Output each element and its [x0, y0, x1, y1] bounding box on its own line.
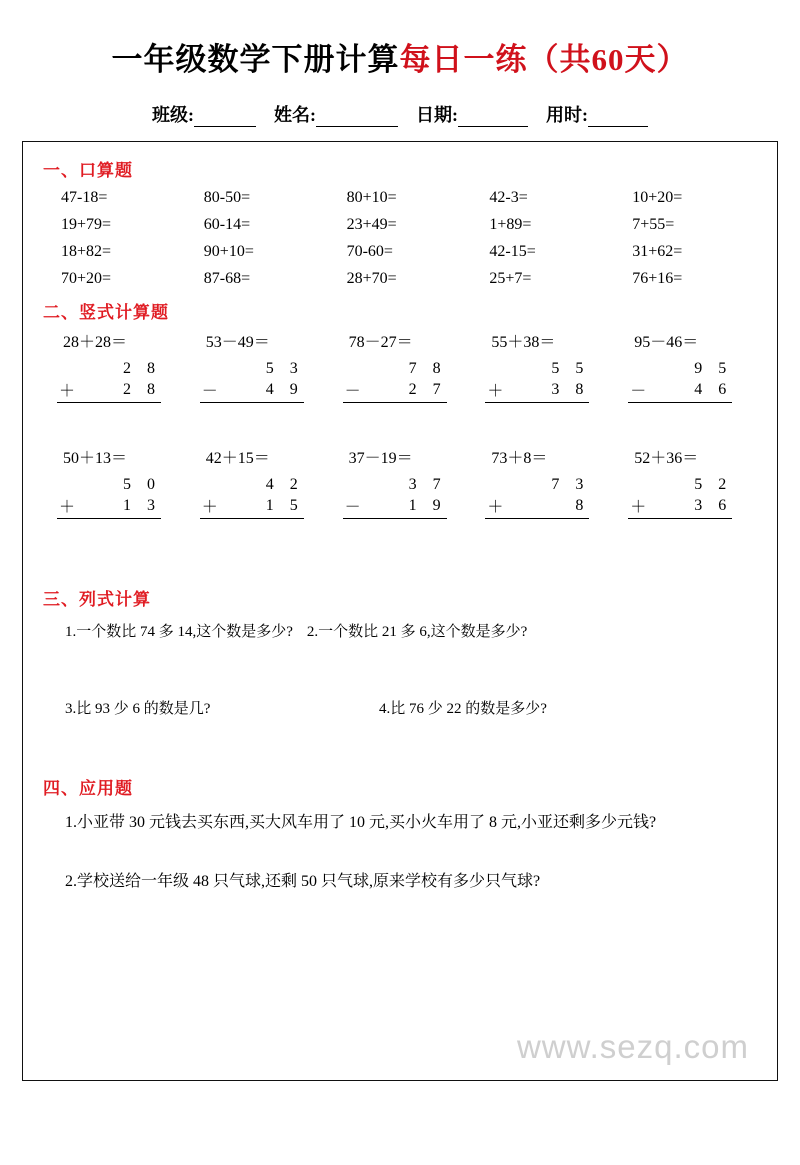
oral-problem: 80+10=	[346, 189, 397, 206]
oral-problem: 70+20=	[61, 270, 112, 287]
vertical-bottom-row	[200, 379, 304, 400]
vertical-stack	[628, 358, 732, 439]
vertical-top: 5 5	[551, 359, 590, 377]
vertical-stack	[200, 358, 304, 439]
vertical-expression: 28＋28＝	[63, 334, 128, 351]
vertical-rule	[628, 518, 732, 519]
vertical-bottom-row	[628, 379, 732, 400]
page-title-red: 每日一练（共60天）	[399, 42, 689, 77]
section-heading-vertical: 二、竖式计算题	[43, 303, 169, 322]
date-label: 日期:	[416, 105, 458, 125]
vertical-bottom: 1 3	[123, 496, 161, 514]
vertical-top: 5 0	[123, 475, 161, 493]
oral-problem: 87-68=	[203, 270, 251, 287]
vertical-operator: －	[344, 499, 361, 516]
vertical-top: 2 8	[123, 359, 161, 377]
vertical-operator: －	[201, 383, 218, 400]
oral-problem-grid	[43, 189, 757, 288]
page-title-black: 一年级数学下册计算	[111, 42, 400, 77]
vertical-stack	[485, 358, 589, 439]
oral-problem: 10+20=	[632, 189, 683, 206]
vertical-expression: 53－49＝	[205, 334, 270, 351]
oral-problem: 47-18=	[61, 189, 108, 206]
equation-row	[43, 620, 757, 641]
class-label: 班级:	[152, 105, 194, 125]
oral-problem: 28+70=	[346, 270, 397, 287]
time-blank[interactable]	[588, 111, 648, 127]
vertical-bottom-row	[200, 495, 304, 516]
vertical-expression: 50＋13＝	[63, 450, 128, 467]
student-info-line	[22, 101, 778, 127]
vertical-bottom: 2 8	[123, 380, 161, 398]
vertical-problem	[614, 445, 757, 555]
vertical-bottom: 4 9	[265, 380, 304, 398]
class-field	[152, 101, 268, 127]
worksheet-page	[0, 34, 800, 1165]
vertical-rule	[343, 402, 447, 403]
vertical-answer-space[interactable]	[343, 405, 447, 439]
vertical-rule	[200, 518, 304, 519]
vertical-stack	[57, 474, 161, 555]
vertical-top: 5 2	[694, 475, 733, 493]
vertical-bottom-row	[485, 379, 589, 400]
vertical-answer-space[interactable]	[628, 521, 732, 555]
page-title	[22, 34, 778, 79]
vertical-stack	[485, 474, 589, 555]
vertical-operator: ＋	[201, 499, 218, 516]
equation-problem-list	[43, 620, 757, 718]
vertical-bottom: 4 6	[694, 380, 733, 398]
application-problem-list	[43, 811, 757, 895]
vertical-rule	[200, 402, 304, 403]
section-heading-application: 四、应用题	[43, 779, 133, 798]
vertical-bottom-row	[628, 495, 732, 516]
vertical-stack	[57, 358, 161, 439]
vertical-stack	[628, 474, 732, 555]
watermark: www.sezq.com	[516, 1028, 749, 1065]
vertical-answer-space[interactable]	[57, 405, 161, 439]
vertical-expression: 78－27＝	[348, 334, 413, 351]
vertical-top: 3 7	[408, 475, 447, 493]
oral-problem: 25+7=	[489, 270, 532, 287]
vertical-stack	[200, 474, 304, 555]
time-label: 用时:	[546, 105, 588, 125]
vertical-answer-space[interactable]	[343, 521, 447, 555]
vertical-top: 5 3	[265, 359, 304, 377]
vertical-rule	[343, 518, 447, 519]
oral-problem: 60-14=	[203, 216, 251, 233]
section-heading-oral: 一、口算题	[43, 161, 133, 180]
vertical-operator: －	[344, 383, 361, 400]
oral-problem: 31+62=	[632, 243, 683, 260]
oral-problem: 1+89=	[489, 216, 532, 233]
vertical-operator: －	[630, 383, 647, 400]
oral-problem: 42-15=	[489, 243, 536, 260]
name-field	[274, 101, 410, 127]
vertical-top: 4 2	[265, 475, 304, 493]
vertical-problem-grid-row1	[43, 329, 757, 439]
vertical-stack	[343, 474, 447, 555]
vertical-expression: 42＋15＝	[205, 450, 270, 467]
date-field	[416, 101, 540, 127]
time-field	[546, 101, 648, 127]
vertical-problem	[43, 329, 186, 439]
vertical-bottom: 1 5	[265, 496, 304, 514]
vertical-expression: 73＋8＝	[491, 450, 548, 467]
application-problem: 2.学校送给一年级 48 只气球,还剩 50 只气球,原来学校有多少只气球?	[65, 872, 541, 890]
vertical-top: 7 8	[408, 359, 447, 377]
vertical-top: 9 5	[694, 359, 733, 377]
vertical-expression: 95－46＝	[634, 334, 699, 351]
name-label: 姓名:	[274, 105, 316, 125]
vertical-rule	[57, 402, 161, 403]
spacer	[43, 555, 757, 585]
class-blank[interactable]	[194, 111, 256, 127]
oral-problem: 90+10=	[203, 243, 254, 260]
vertical-bottom: 3 6	[694, 496, 733, 514]
equation-problem: 4.比 76 少 22 的数是多少?	[379, 701, 547, 717]
equation-problem: 2.一个数比 21 多 6,这个数是多少?	[306, 624, 528, 640]
vertical-bottom: 2 7	[408, 380, 447, 398]
vertical-problem	[186, 329, 329, 439]
oral-problem: 80-50=	[203, 189, 251, 206]
equation-row	[43, 697, 757, 718]
oral-problem: 18+82=	[61, 243, 112, 260]
vertical-answer-space[interactable]	[200, 405, 304, 439]
vertical-bottom-row	[57, 495, 161, 516]
vertical-answer-space[interactable]	[628, 405, 732, 439]
application-problem: 1.小亚带 30 元钱去买东西,买大风车用了 10 元,买小火车用了 8 元,小亚还剩多少元钱?	[65, 814, 657, 831]
vertical-top: 7 3	[551, 475, 590, 493]
vertical-operator: ＋	[59, 499, 76, 516]
vertical-problem	[471, 445, 614, 555]
vertical-bottom-row	[343, 379, 447, 400]
vertical-operator: ＋	[487, 383, 504, 400]
vertical-problem	[43, 445, 186, 555]
exercise-sheet	[22, 141, 778, 1081]
vertical-problem	[186, 445, 329, 555]
vertical-bottom-row	[57, 379, 161, 400]
vertical-rule	[628, 402, 732, 403]
vertical-rule	[57, 518, 161, 519]
vertical-bottom: 1 9	[408, 496, 447, 514]
vertical-bottom-row	[485, 495, 589, 516]
vertical-rule	[485, 518, 589, 519]
oral-problem: 42-3=	[489, 189, 528, 206]
oral-problem: 76+16=	[632, 270, 683, 287]
date-blank[interactable]	[458, 111, 528, 127]
vertical-stack	[343, 358, 447, 439]
vertical-bottom: 8	[575, 496, 590, 514]
vertical-answer-space[interactable]	[200, 521, 304, 555]
vertical-operator: ＋	[59, 383, 76, 400]
vertical-expression: 52＋36＝	[634, 450, 699, 467]
oral-problem: 7+55=	[632, 216, 675, 233]
vertical-operator: ＋	[487, 499, 504, 516]
vertical-expression: 37－19＝	[348, 450, 413, 467]
vertical-problem	[614, 329, 757, 439]
vertical-expression: 55＋38＝	[491, 334, 556, 351]
vertical-rule	[485, 402, 589, 403]
vertical-problem-grid-row2	[43, 445, 757, 555]
vertical-problem	[329, 329, 472, 439]
equation-problem: 1.一个数比 74 多 14,这个数是多少?	[65, 624, 293, 640]
vertical-answer-space[interactable]	[57, 521, 161, 555]
vertical-bottom-row	[343, 495, 447, 516]
equation-problem: 3.比 93 少 6 的数是几?	[65, 701, 211, 717]
section-heading-equations: 三、列式计算	[43, 590, 151, 609]
vertical-answer-space[interactable]	[485, 405, 589, 439]
vertical-bottom: 3 8	[551, 380, 590, 398]
vertical-problem	[471, 329, 614, 439]
oral-problem: 19+79=	[61, 216, 112, 233]
name-blank[interactable]	[316, 111, 398, 127]
vertical-answer-space[interactable]	[485, 521, 589, 555]
vertical-problem	[329, 445, 472, 555]
vertical-operator: ＋	[630, 499, 647, 516]
oral-problem: 70-60=	[346, 243, 393, 260]
oral-problem: 23+49=	[346, 216, 397, 233]
